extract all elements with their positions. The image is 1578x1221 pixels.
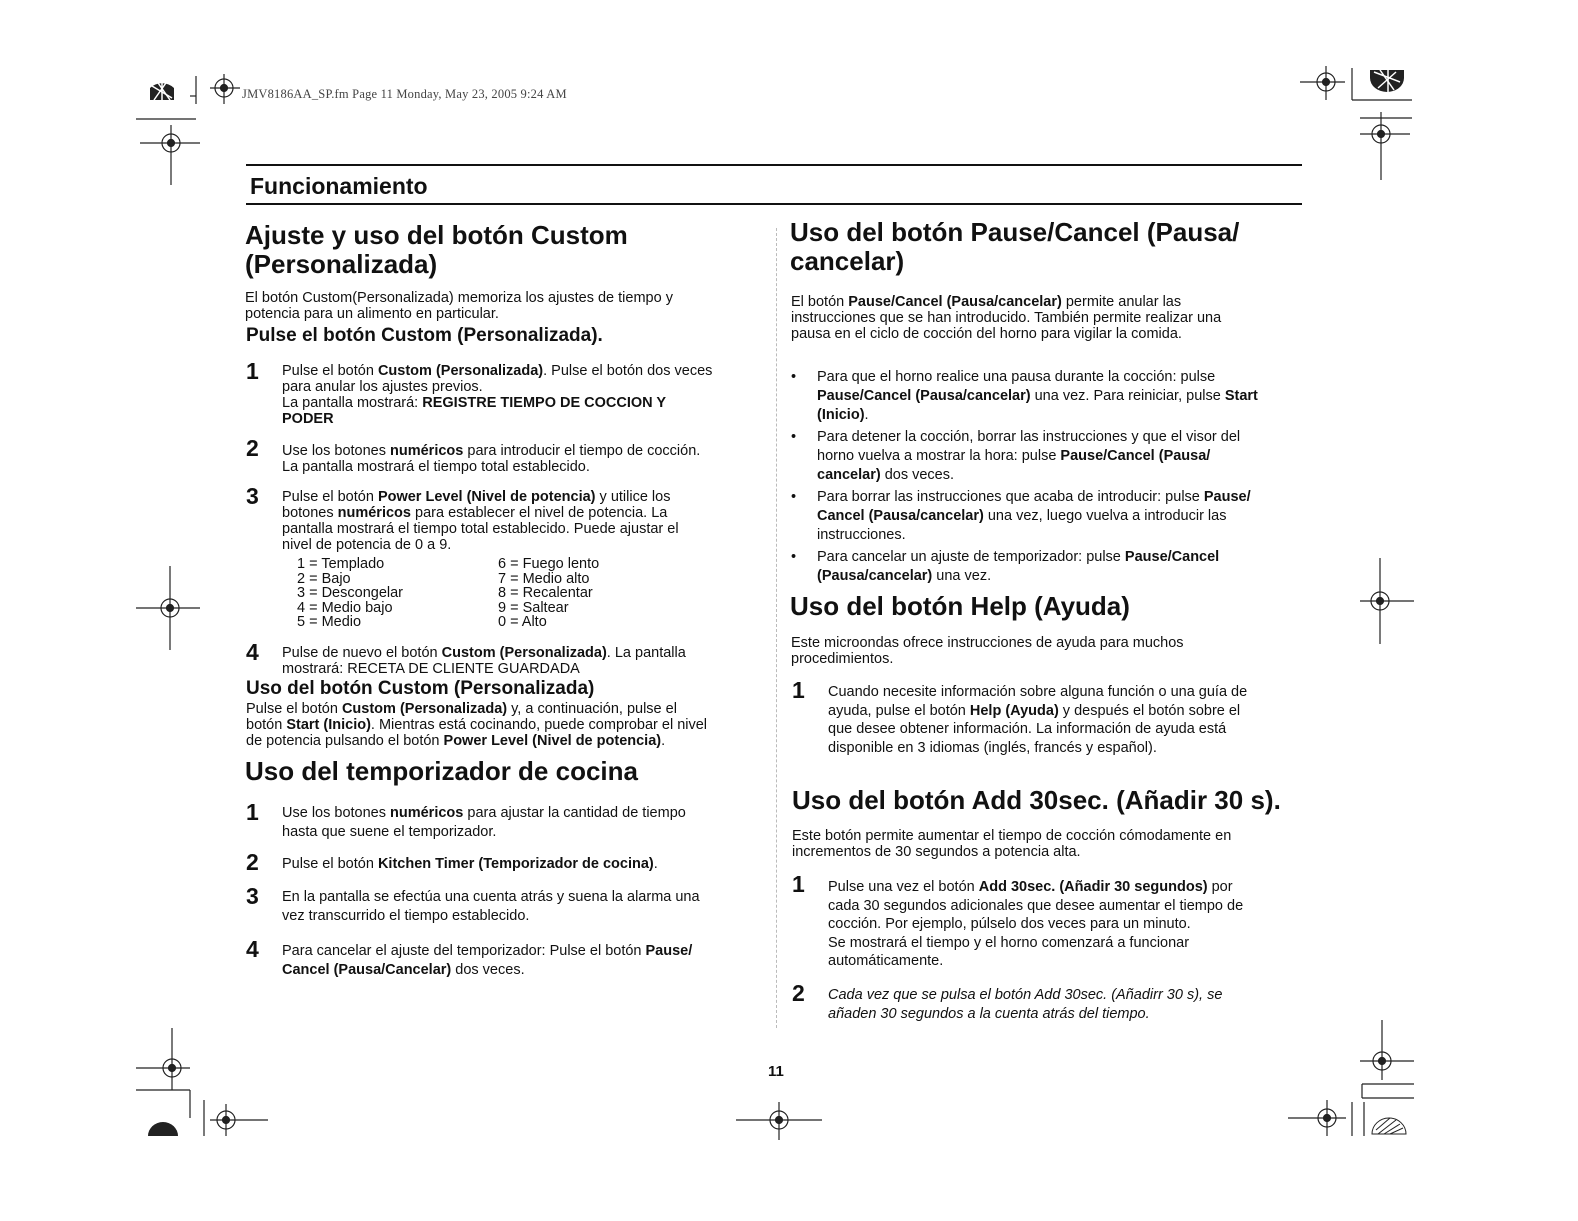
pause-bullets (791, 368, 1311, 589)
help-section-title: Uso del botón Help (Ayuda) (790, 591, 1130, 621)
crosshair-icon (1360, 1020, 1414, 1080)
help-step-1: Cuando necesite información sobre alguna función o una guía de ayuda, pulse el botón Help (Ayuda) y después el botón sobre el que desee obtener información. La información de ayuda está disponible en 3 idiomas (inglés, francés y español). (828, 684, 1248, 756)
pause-section-title: Uso del botón Pause/Cancel (Pausa/ cancelar) (790, 217, 1240, 276)
list-item: • Para detener la cocción, borrar las instrucciones y que el visor del horno vuelva a mostrar la hora: pulse Pause/Cancel (Pausa/ cancelar) dos veces. (791, 428, 1311, 485)
custom-use-text: Pulse el botón Custom (Personalizada) y, a continuación, pulse el botón Start (Inicio). Mientras está cocinando, puede comprobar el nivel de potencia pulsando el botón Power Level (Nivel de potencia). (246, 701, 708, 749)
crosshair-icon (1360, 558, 1414, 644)
color-bar-icon (1370, 70, 1404, 92)
power-levels-left (297, 557, 403, 630)
crosshair-icon (140, 125, 200, 185)
custom-intro: El botón Custom(Personalizada) memoriza los ajustes de tiempo y potencia para un alimento en particular. (245, 290, 673, 322)
step-number: 2 (792, 980, 805, 1006)
timer-step-4: Para cancelar el ajuste del temporizador: Pulse el botón Pause/ Cancel (Pausa/Cancelar) dos veces. (282, 943, 693, 978)
custom-section-title: Ajuste y uso del botón Custom (Personalizada) (245, 220, 628, 279)
custom-section (245, 221, 765, 279)
list-item: • Para que el horno realice una pausa durante la cocción: pulse Pause/Cancel (Pausa/cancelar) una vez. Para reiniciar, pulse Start (Inicio). (791, 368, 1311, 425)
crosshair-icon (210, 74, 240, 104)
add30-section-title: Uso del botón Add 30sec. (Añadir 30 s). (792, 785, 1281, 815)
file-info-header: JMV8186AA_SP.fm Page 11 Monday, May 23, 2005 9:24 AM (242, 87, 567, 101)
top-rule (246, 164, 1302, 166)
step-number: 3 (246, 483, 259, 509)
color-bar-icon (148, 1122, 178, 1136)
power-level-item: 1 = Templado (297, 556, 385, 572)
section-rule (246, 203, 1302, 205)
section-title: Funcionamiento (250, 173, 428, 199)
custom-step-1: Pulse el botón Custom (Personalizada). Pulse el botón dos veces para anular los ajustes previos. La pantalla mostrará: REGISTRE TIEMPO DE COCCION Y PODER (282, 363, 713, 427)
crosshair-icon (210, 1104, 268, 1136)
step-number: 2 (246, 849, 259, 875)
power-levels-right (498, 557, 599, 630)
crosshair-icon (136, 566, 200, 650)
crosshair-icon (1360, 112, 1410, 180)
custom-step-3: Pulse el botón Power Level (Nivel de potencia) y utilice los botones numéricos para establecer el nivel de potencia. La pantalla mostrará el tiempo total establecido. Puede ajustar el nivel de potencia de 0 a 9. (282, 489, 679, 553)
step-number: 1 (246, 799, 259, 825)
step-number: 1 (792, 871, 805, 897)
power-level-item: 4 = Medio bajo (297, 599, 393, 616)
power-level-item: 6 = Fuego lento (498, 556, 600, 572)
crosshair-icon (1300, 66, 1345, 100)
step-number: 4 (246, 936, 259, 962)
timer-step-1: Use los botones numéricos para ajustar la cantidad de tiempo hasta que suene el temporizador. (282, 805, 686, 840)
step-number: 2 (246, 435, 259, 461)
color-bar-icon (150, 78, 174, 100)
list-item: • Para cancelar un ajuste de temporizador: pulse Pause/Cancel (Pausa/cancelar) una vez. (791, 548, 1311, 586)
timer-step-3: En la pantalla se efectúa una cuenta atrás y suena la alarma una vez transcurrido el tiempo establecido. (282, 889, 700, 924)
pause-intro: El botón Pause/Cancel (Pausa/cancelar) permite anular las instrucciones que se han introducido. También permite realizar una pausa en el ciclo de cocción del horno para vigilar la comida. (791, 294, 1222, 342)
page-number: 11 (768, 1063, 784, 1080)
timer-step-2: Pulse el botón Kitchen Timer (Temporizador de cocina). (282, 856, 658, 872)
help-intro: Este microondas ofrece instrucciones de ayuda para muchos procedimientos. (791, 635, 1184, 667)
add30-step-2: Cada vez que se pulsa el botón Add 30sec. (Añadirr 30 s), se añaden 30 segundos a la cuenta atrás del tiempo. (828, 987, 1223, 1022)
power-level-item: 3 = Descongelar (297, 585, 403, 601)
power-level-item: 9 = Saltear (498, 599, 569, 616)
add30-intro: Este botón permite aumentar el tiempo de cocción cómodamente en incrementos de 30 segundos a potencia alta. (792, 828, 1232, 860)
timer-section-title: Uso del temporizador de cocina (245, 756, 638, 786)
power-level-item: 8 = Recalentar (498, 585, 593, 601)
crosshair-icon (736, 1102, 822, 1140)
list-item: • Para borrar las instrucciones que acaba de introducir: pulse Pause/ Cancel (Pausa/cancelar) una vez, luego vuelva a introducir las instrucciones. (791, 488, 1311, 545)
crosshair-icon (1288, 1100, 1346, 1136)
step-number: 1 (792, 677, 805, 703)
step-number: 1 (246, 358, 259, 384)
step-number: 3 (246, 883, 259, 909)
power-level-item: 5 = Medio (297, 614, 362, 630)
custom-use-subtitle: Uso del botón Custom (Personalizada) (246, 678, 595, 699)
crosshair-icon (136, 1028, 190, 1090)
custom-subtitle: Pulse el botón Custom (Personalizada). (246, 325, 603, 346)
column-divider (776, 228, 777, 1028)
step-number: 4 (246, 639, 259, 665)
custom-step-2: Use los botones numéricos para introducir el tiempo de cocción. La pantalla mostrará el tiempo total establecido. (282, 443, 701, 475)
add30-step-1: Pulse una vez el botón Add 30sec. (Añadir 30 segundos) por cada 30 segundos adicionales que desee aumentar el tiempo de cocción. Por ejemplo, púlselo dos veces para un minuto. Se mostrará el tiempo y el horno comenzará a funcionar automáticamente. (828, 879, 1244, 969)
power-level-item: 7 = Medio alto (498, 570, 590, 587)
power-level-item: 0 = Alto (498, 614, 547, 630)
color-bar-icon (1372, 1118, 1406, 1134)
power-level-item: 2 = Bajo (297, 570, 351, 587)
custom-step-4: Pulse de nuevo el botón Custom (Personalizada). La pantalla mostrará: RECETA DE CLIENTE GUARDADA (282, 645, 686, 677)
